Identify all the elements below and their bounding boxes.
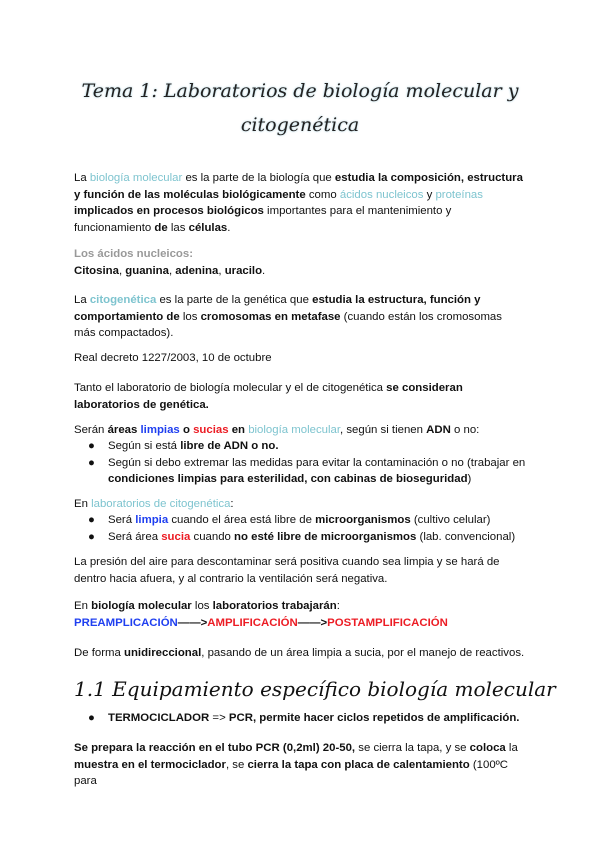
bullet-icon: ● (88, 514, 95, 526)
list-item: ● TERMOCICLADOR => PCR, permite hacer ciclos repetidos de amplificación. (74, 710, 526, 727)
paragraph-unidireccional: De forma unidireccional, pasando de un área limpia a sucia, por el manejo de reactivos. (74, 647, 525, 659)
bullet-icon: ● (88, 440, 95, 452)
section-heading: 1.1 Equipamiento específico biología molecular (74, 677, 556, 701)
paragraph-areas: Serán áreas limpias o sucias en biología molecular, según si tienen ADN o no: (74, 424, 480, 436)
title-line-2: citogenética (240, 114, 360, 136)
list-item: ● Según si debo extremar las medidas para evitar la contaminación o no (trabajar en condiciones limpias para esterilidad, con cabinas de bioseguridad) (88, 456, 526, 485)
paragraph-citogenetica: La citogenética es la parte de la genética que estudia la estructura, función y comportamiento de los cromosomas en metafase (cuando están los cromosomas más compactados). (74, 294, 502, 339)
acidos-heading: Los ácidos nucleicos: (74, 248, 194, 260)
real-decreto: Real decreto 1227/2003, 10 de octubre (74, 352, 272, 364)
paragraph-preparacion: Se prepara la reacción en el tubo PCR (0,2ml) 20-50, se cierra la tapa, y se coloca la muestra en el termociclador, se cierra la tapa con placa de calentamiento (100ºC para (74, 742, 518, 787)
paragraph-citogenetica-labs: En laboratorios de citogenética: (74, 498, 234, 510)
acidos-nucleicos-block (74, 246, 526, 279)
term-biologia-molecular: biología molecular (89, 172, 183, 184)
paragraph-laboratorios-genetica: Tanto el laboratorio de biología molecular y el de citogenética se consideran laboratorios de genética. (74, 382, 463, 411)
paragraph-presion: La presión del aire para descontaminar será positiva cuando sea limpia y se hará de dentro hacia afuera, y al contrario la ventilación será negativa. (74, 556, 500, 585)
paragraph-biologia-molecular: La biología molecular es la parte de la biología que estudia la composición, estructura y función de las moléculas biológicamente como ácidos nucleicos y proteínas implicados en procesos biológicos importantes para el mantenimiento y funcionamiento de las células. (74, 172, 523, 234)
equipment-list (74, 710, 526, 727)
list-item: ● Será área sucia cuando no esté libre de microorganismos (lab. convencional) (74, 529, 526, 546)
list-item: ● Será limpia cuando el área está libre de microorganismos (cultivo celular) (74, 512, 526, 529)
flow-sequence: PREAMPLICACIÓN——>AMPLIFICACIÓN——>POSTAMPLIFICACIÓN (74, 616, 448, 629)
bullet-icon: ● (88, 712, 95, 724)
bullet-icon: ● (88, 456, 95, 469)
citogenetica-list (74, 512, 526, 545)
areas-list (74, 438, 526, 488)
bullet-icon: ● (88, 530, 95, 543)
title-line-1: Tema 1: Laboratorios de biología molecular y (81, 80, 519, 102)
paragraph-flujo: En biología molecular los laboratorios trabajarán: PREAMPLICACIÓN——>AMPLIFICACIÓN——>POSTAMPLIFICACIÓN (74, 598, 526, 631)
list-item: ● Según si está libre de ADN o no. (74, 438, 526, 455)
acidos-list: Citosina, guanina, adenina, uracilo. (74, 264, 266, 277)
